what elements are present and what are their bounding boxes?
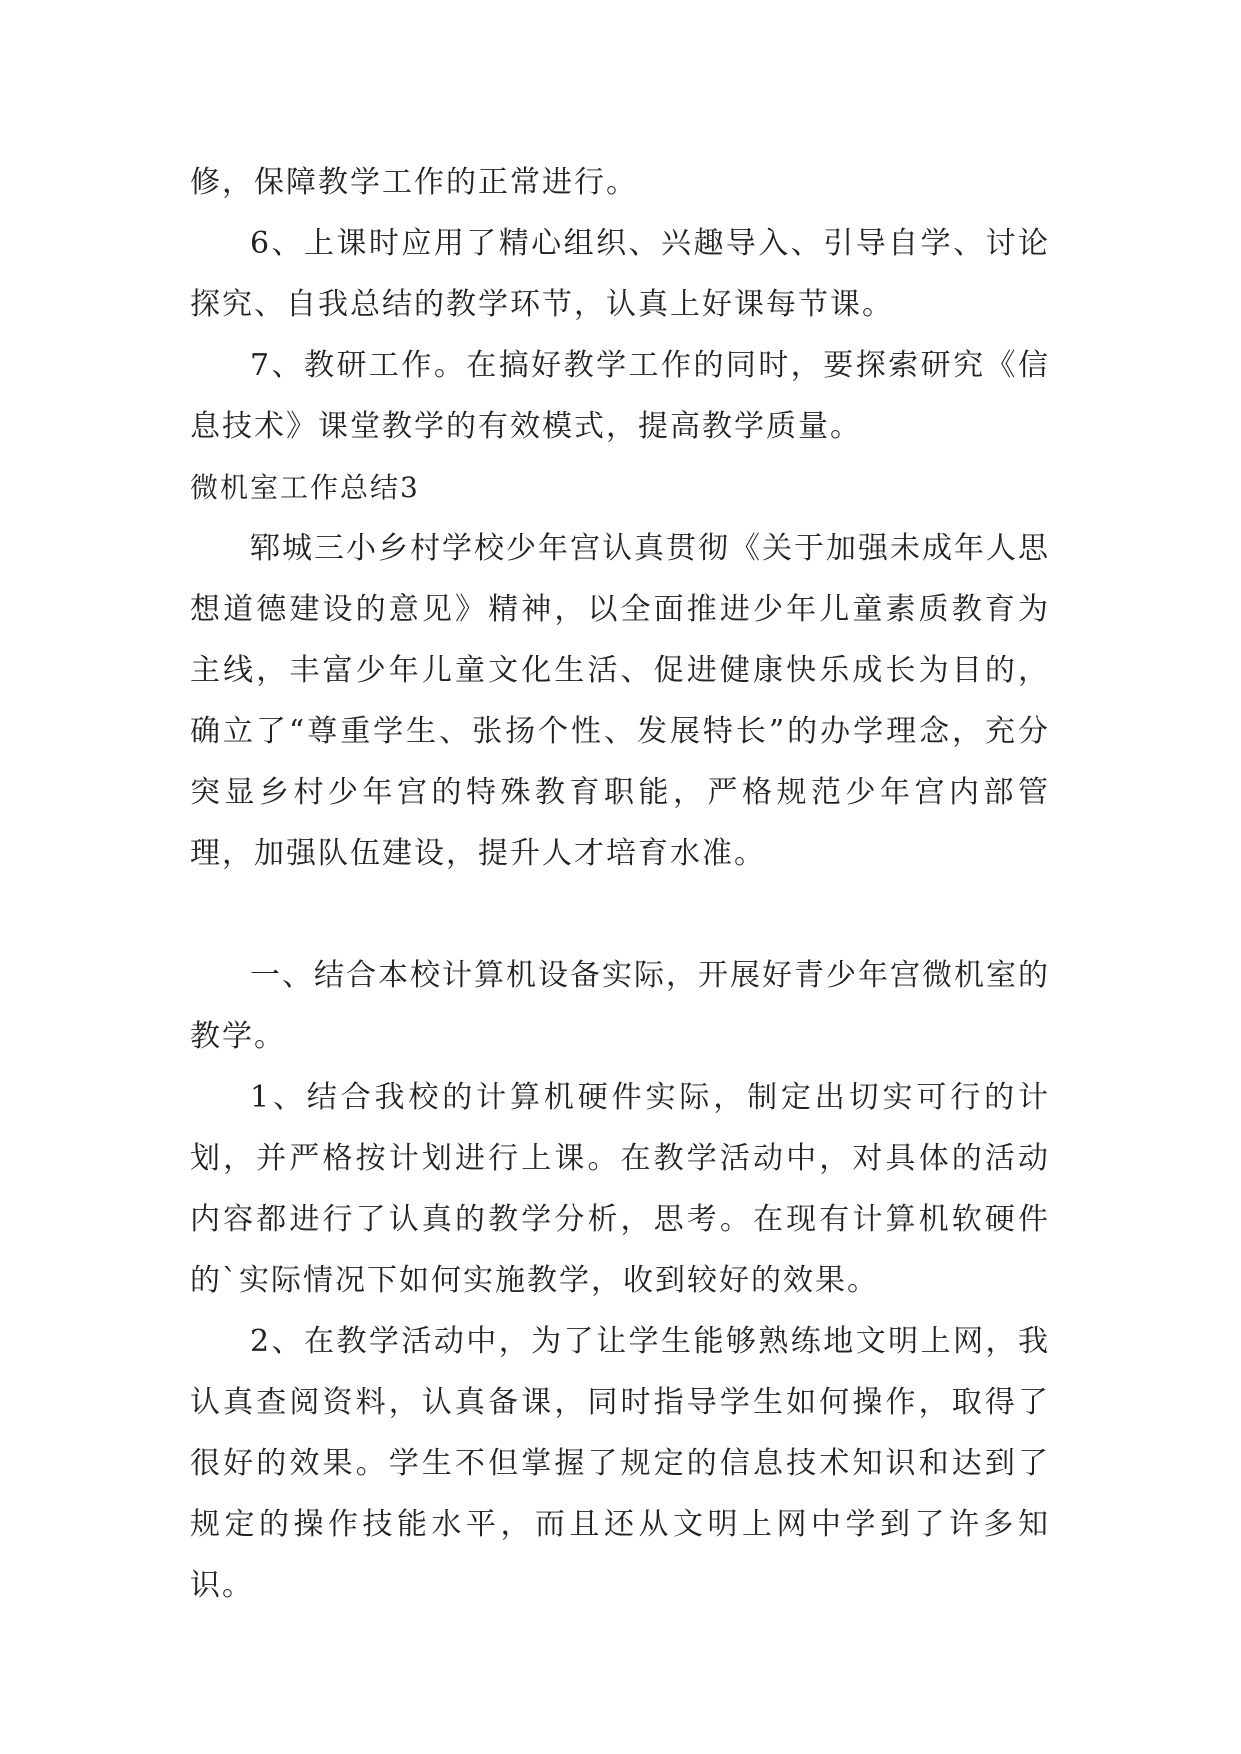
paragraph-item-2: 2、在教学活动中，为了让学生能够熟练地文明上网，我认真查阅资料，认真备课，同时指导学生如何操作，取得了很好的效果。学生不但掌握了规定的信息技术知识和达到了规定的操作技能水平，而且还从文明上网中学到了许多知识。 (190, 1324, 1050, 1603)
paragraph-gap (190, 884, 1050, 945)
document-body (190, 152, 1050, 1616)
paragraph-item-7: 7、教研工作。在搞好教学工作的同时，要探索研究《信息技术》课堂教学的有效模式，提高教学质量。 (190, 348, 1050, 444)
section-one-title: 一、结合本校计算机设备实际，开展好青少年宫微机室的教学。 (190, 958, 1050, 1054)
paragraph-item-6: 6、上课时应用了精心组织、兴趣导入、引导自学、讨论探究、自我总结的教学环节，认真上好课每节课。 (190, 226, 1050, 322)
paragraph-continuation: 修，保障教学工作的正常进行。 (190, 165, 638, 200)
section-heading: 微机室工作总结3 (190, 471, 420, 504)
paragraph-item-1: 1、结合我校的计算机硬件实际，制定出切实可行的计划，并严格按计划进行上课。在教学活动中，对具体的活动内容都进行了认真的教学分析，思考。在现有计算机软硬件的`实际情况下如何实施教学，收到较好的效果。 (190, 1080, 1050, 1298)
intro-paragraph: 郓城三小乡村学校少年宫认真贯彻《关于加强未成年人思想道德建设的意见》精神，以全面推进少年儿童素质教育为主线，丰富少年儿童文化生活、促进健康快乐成长为目的，确立了“尊重学生、张扬个性、发展特长”的办学理念，充分突显乡村少年宫的特殊教育职能，严格规范少年宫内部管理，加强队伍建设，提升人才培育水准。 (190, 531, 1050, 871)
